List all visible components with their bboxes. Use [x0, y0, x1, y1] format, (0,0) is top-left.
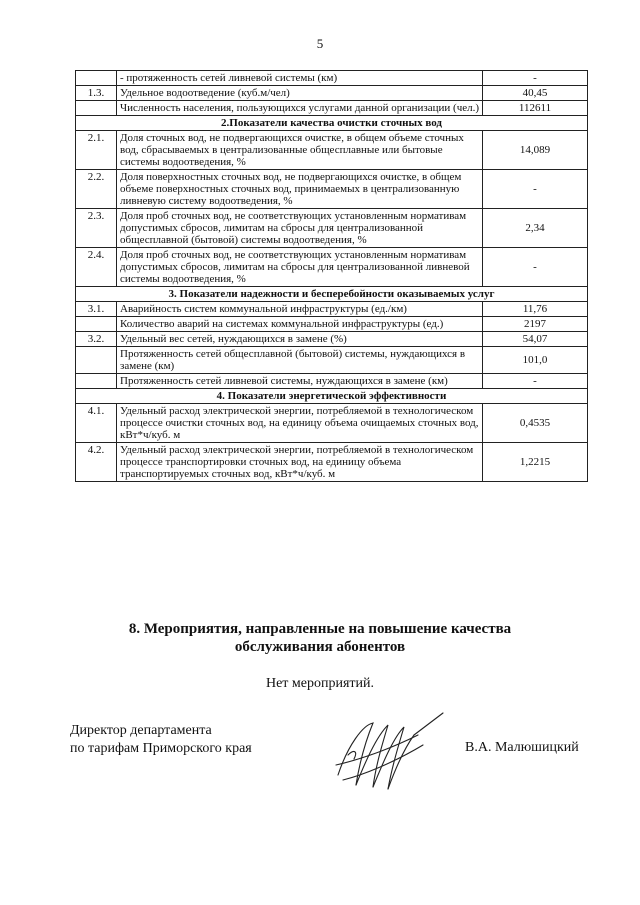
indicator-name: Удельное водоотведение (куб.м/чел) — [117, 86, 483, 101]
row-number: 2.1. — [76, 131, 117, 170]
indicator-value: - — [483, 170, 588, 209]
section-8-heading-line2: обслуживания абонентов — [234, 639, 406, 655]
row-number — [76, 317, 117, 332]
indicator-value: 2,34 — [483, 209, 588, 248]
table-row — [76, 443, 588, 482]
signatory-title-line1: Директор департамента — [70, 723, 212, 738]
row-number: 3.2. — [76, 332, 117, 347]
no-measures-note: Нет мероприятий. — [265, 676, 375, 691]
row-number: 3.1. — [76, 302, 117, 317]
indicator-name: Численность населения, пользующихся услугами данной организации (чел.) — [117, 101, 483, 116]
row-number — [76, 71, 117, 86]
section-header-row — [76, 116, 588, 131]
section-8-heading-line1: 8. Мероприятия, направленные на повышение качества — [128, 621, 512, 637]
table-row — [76, 170, 588, 209]
indicator-name: - протяженность сетей ливневой системы (км) — [117, 71, 483, 86]
indicator-value: - — [483, 374, 588, 389]
indicator-name: Доля поверхностных сточных вод, не подвергающихся очистке, в общем объеме поверхностных сточных вод, принимаемых в централизованную ливневую систему водоотведения, % — [117, 170, 483, 209]
indicator-value: 54,07 — [483, 332, 588, 347]
table-row — [76, 101, 588, 116]
handwritten-signature — [318, 705, 453, 800]
row-number: 2.3. — [76, 209, 117, 248]
indicator-value: 1,2215 — [483, 443, 588, 482]
indicator-value: 40,45 — [483, 86, 588, 101]
indicator-name: Аварийность систем коммунальной инфраструктуры (ед./км) — [117, 302, 483, 317]
table-row — [76, 404, 588, 443]
table-row — [76, 248, 588, 287]
table-row — [76, 71, 588, 86]
table-row — [76, 302, 588, 317]
indicator-value: 101,0 — [483, 347, 588, 374]
table-row — [76, 347, 588, 374]
indicator-value: 11,76 — [483, 302, 588, 317]
table-row — [76, 86, 588, 101]
indicator-name: Удельный расход электрической энергии, потребляемой в технологическом процессе транспортировки сточных вод, на единицу объема транспортируемых сточных вод, кВт*ч/куб. м — [117, 443, 483, 482]
indicator-name: Удельный вес сетей, нуждающихся в замене (%) — [117, 332, 483, 347]
indicator-value: 2197 — [483, 317, 588, 332]
indicator-value: 14,089 — [483, 131, 588, 170]
row-number — [76, 347, 117, 374]
indicator-name: Протяженность сетей ливневой системы, нуждающихся в замене (км) — [117, 374, 483, 389]
indicator-name: Доля сточных вод, не подвергающихся очистке, в общем объеме сточных вод, сбрасываемых в централизованные общесплавные или бытовые системы водоотведения, % — [117, 131, 483, 170]
indicator-name: Доля проб сточных вод, не соответствующих установленным нормативам допустимых сбросов, лимитам на сбросы для централизованной ливневой системы водоотведения, % — [117, 248, 483, 287]
signatory-title — [70, 722, 252, 758]
indicators-table — [75, 70, 588, 482]
indicator-value: 0,4535 — [483, 404, 588, 443]
indicator-value: - — [483, 248, 588, 287]
page-number: 5 — [316, 36, 324, 51]
signatory-title-line2: по тарифам Приморского края — [70, 741, 252, 756]
table-row — [76, 317, 588, 332]
section-title: 4. Показатели энергетической эффективности — [76, 389, 588, 404]
indicator-name: Количество аварий на системах коммунальной инфраструктуры (ед.) — [117, 317, 483, 332]
row-number: 4.1. — [76, 404, 117, 443]
table-row — [76, 209, 588, 248]
table-row — [76, 374, 588, 389]
row-number — [76, 374, 117, 389]
section-header-row — [76, 389, 588, 404]
row-number: 2.4. — [76, 248, 117, 287]
section-title: 2.Показатели качества очистки сточных вод — [76, 116, 588, 131]
row-number — [76, 101, 117, 116]
table-row — [76, 131, 588, 170]
section-title: 3. Показатели надежности и бесперебойности оказываемых услуг — [76, 287, 588, 302]
indicator-name: Доля проб сточных вод, не соответствующих установленным нормативам допустимых сбросов, лимитам на сбросы для централизованной общесплавной (бытовой) системы водоотведения, % — [117, 209, 483, 248]
indicator-value: 112611 — [483, 101, 588, 116]
row-number: 1.3. — [76, 86, 117, 101]
indicator-value: - — [483, 71, 588, 86]
signatory-name: В.А. Малюшицкий — [465, 740, 579, 755]
table-row — [76, 332, 588, 347]
indicator-name: Протяженность сетей общесплавной (бытовой) системы, нуждающихся в замене (км) — [117, 347, 483, 374]
indicator-name: Удельный расход электрической энергии, потребляемой в технологическом процессе очистки сточных вод, на единицу объема очищаемых сточных вод, кВт*ч/куб. м — [117, 404, 483, 443]
row-number: 2.2. — [76, 170, 117, 209]
row-number: 4.2. — [76, 443, 117, 482]
section-header-row — [76, 287, 588, 302]
section-8-heading — [0, 620, 640, 656]
